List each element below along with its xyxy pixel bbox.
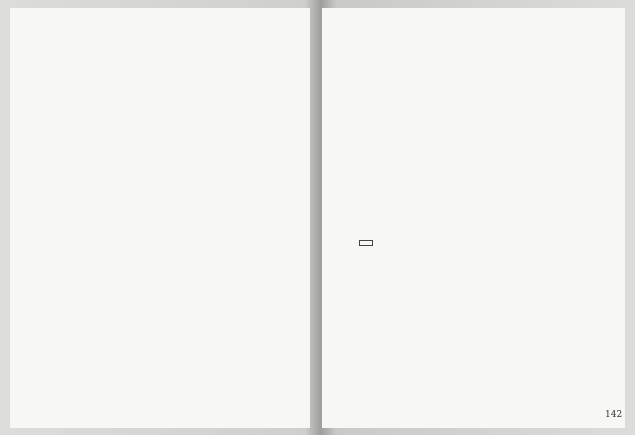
right-page-body-text xyxy=(341,34,611,239)
references-section xyxy=(360,240,371,360)
references-heading xyxy=(359,240,373,246)
page-number: 142 xyxy=(605,410,623,420)
left-page-body-text xyxy=(32,34,302,239)
right-page xyxy=(322,8,625,428)
left-page xyxy=(10,8,310,428)
